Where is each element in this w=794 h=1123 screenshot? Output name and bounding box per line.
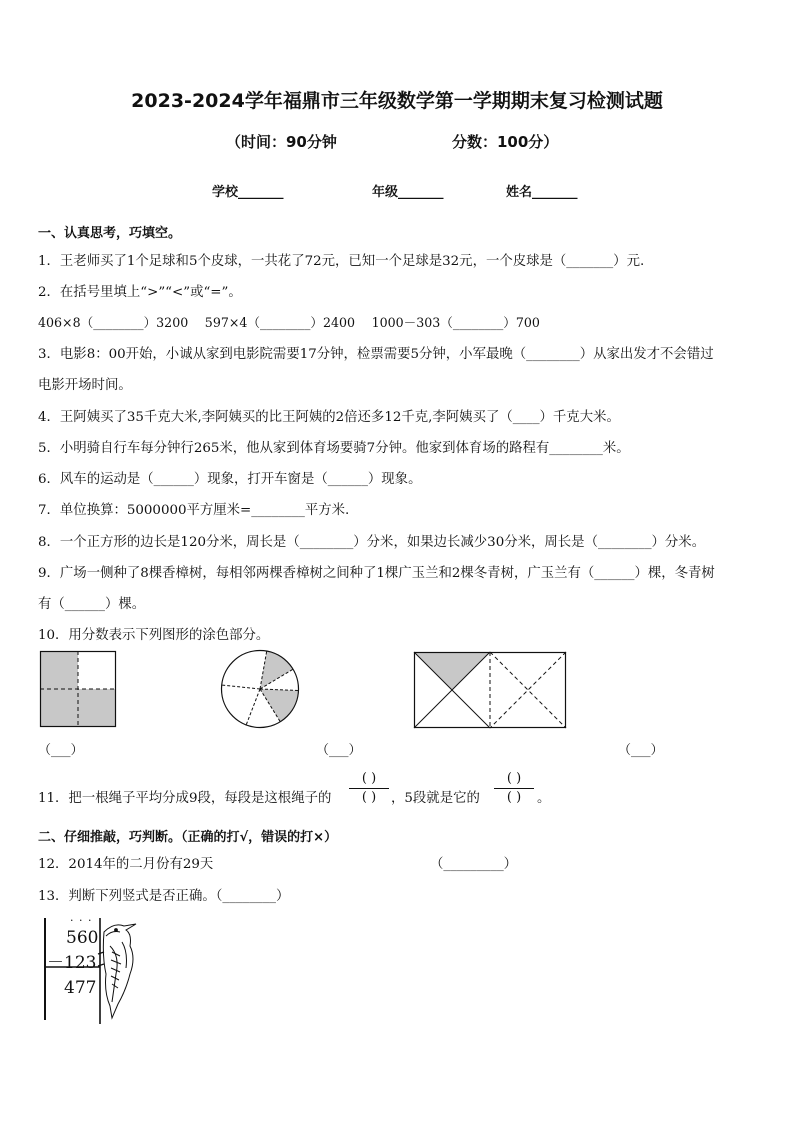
woodpecker-icon	[98, 924, 136, 1018]
figure3-answer[interactable]: （___）	[618, 743, 664, 758]
question-11-part-a: 11．把一根绳子平均分成9段，每段是这根绳子的	[38, 791, 332, 806]
question-1: 1．王老师买了1个足球和5个皮球，一共花了72元，已知一个足球是32元，一个皮球是（_______）元.	[38, 254, 645, 269]
question-13: 13．判断下列竖式是否正确。（________）	[38, 889, 290, 904]
exam-score: 分数：100分）	[452, 133, 559, 151]
figure-rectangle	[414, 652, 566, 728]
calc-minuend: 560	[66, 928, 99, 948]
calc-result: 477	[64, 978, 97, 998]
question-2: 2．在括号里填上“>”“<”或“=”。	[38, 285, 242, 300]
question-6: 6．风车的运动是（______）现象，打开车窗是（______）现象。	[38, 472, 422, 487]
exam-time: （时间：90分钟	[226, 133, 337, 151]
rectangle-shaded-triangle	[414, 652, 490, 690]
section1-heading: 一、认真思考，巧填空。	[38, 226, 182, 241]
name-field[interactable]: 姓名_______	[506, 185, 578, 200]
fraction-1-numerator[interactable]: ( )	[361, 771, 377, 786]
square-shaded-bottom-right	[78, 689, 116, 727]
square-shaded-top-left	[40, 651, 78, 689]
question-3-line1: 3．电影8：00开始，小诚从家到电影院需要17分钟，检票需要5分钟，小军最晚（________）从家出发才不会错过	[38, 347, 714, 362]
fraction-1-denominator[interactable]: ( )	[361, 790, 377, 805]
question-12: 12．2014年的二月份有29天	[38, 857, 214, 872]
carry-dots: · · ·	[70, 914, 93, 927]
question-2-items: 406×8（________）3200 597×4（________）2400 1000－303（________）700	[38, 315, 540, 330]
question-12-answer[interactable]: （_________）	[430, 857, 518, 872]
question-9-line2: 有（______）棵。	[38, 597, 146, 612]
square-shaded-bottom-left	[40, 689, 78, 727]
fraction-blank-1[interactable]	[349, 771, 389, 806]
question-11-part-b: ，5段就是它的	[391, 791, 480, 806]
question-5: 5．小明骑自行车每分钟行265米，他从家到体育场要骑7分钟。他家到体育场的路程有________米。	[38, 441, 630, 456]
grade-field[interactable]: 年级_______	[372, 185, 444, 200]
circle-shaded-sector-top	[260, 651, 293, 689]
page-title: 2023-2024学年福鼎市三年级数学第一学期期末复习检测试题	[131, 90, 663, 112]
question-3-line2: 电影开场时间。	[38, 378, 132, 393]
figure1-answer[interactable]: （___）	[38, 743, 84, 758]
calc-subtrahend: －123	[47, 953, 97, 973]
section2-heading: 二、仔细推敲，巧判断。（正确的打√，错误的打×）	[38, 830, 338, 845]
question-10: 10．用分数表示下列图形的涂色部分。	[38, 628, 270, 643]
figure-circle	[221, 650, 299, 728]
figure2-answer[interactable]: （___）	[316, 743, 362, 758]
figure-square	[40, 651, 116, 727]
question-4: 4．王阿姨买了35千克大米,李阿姨买的比王阿姨的2倍还多12千克,李阿姨买了（____）千克大米。	[38, 410, 620, 425]
circle-shaded-sector-bottom	[260, 689, 299, 722]
fraction-blank-2[interactable]	[494, 771, 534, 806]
school-field[interactable]: 学校_______	[212, 185, 284, 200]
fraction-2-denominator[interactable]: ( )	[506, 790, 522, 805]
question-9-line1: 9．广场一侧种了8棵香樟树，每相邻两棵香樟树之间种了1棵广玉兰和2棵冬青树，广玉兰有（______）棵，冬青树	[38, 566, 715, 581]
question-11-part-c: 。	[537, 791, 551, 806]
fraction-2-numerator[interactable]: ( )	[506, 771, 522, 786]
question-8: 8．一个正方形的边长是120分米，周长是（________）分米，如果边长减少30分米，周长是（________）分米。	[38, 535, 706, 550]
question-7: 7．单位换算：5000000平方厘米=________平方米.	[38, 503, 350, 518]
